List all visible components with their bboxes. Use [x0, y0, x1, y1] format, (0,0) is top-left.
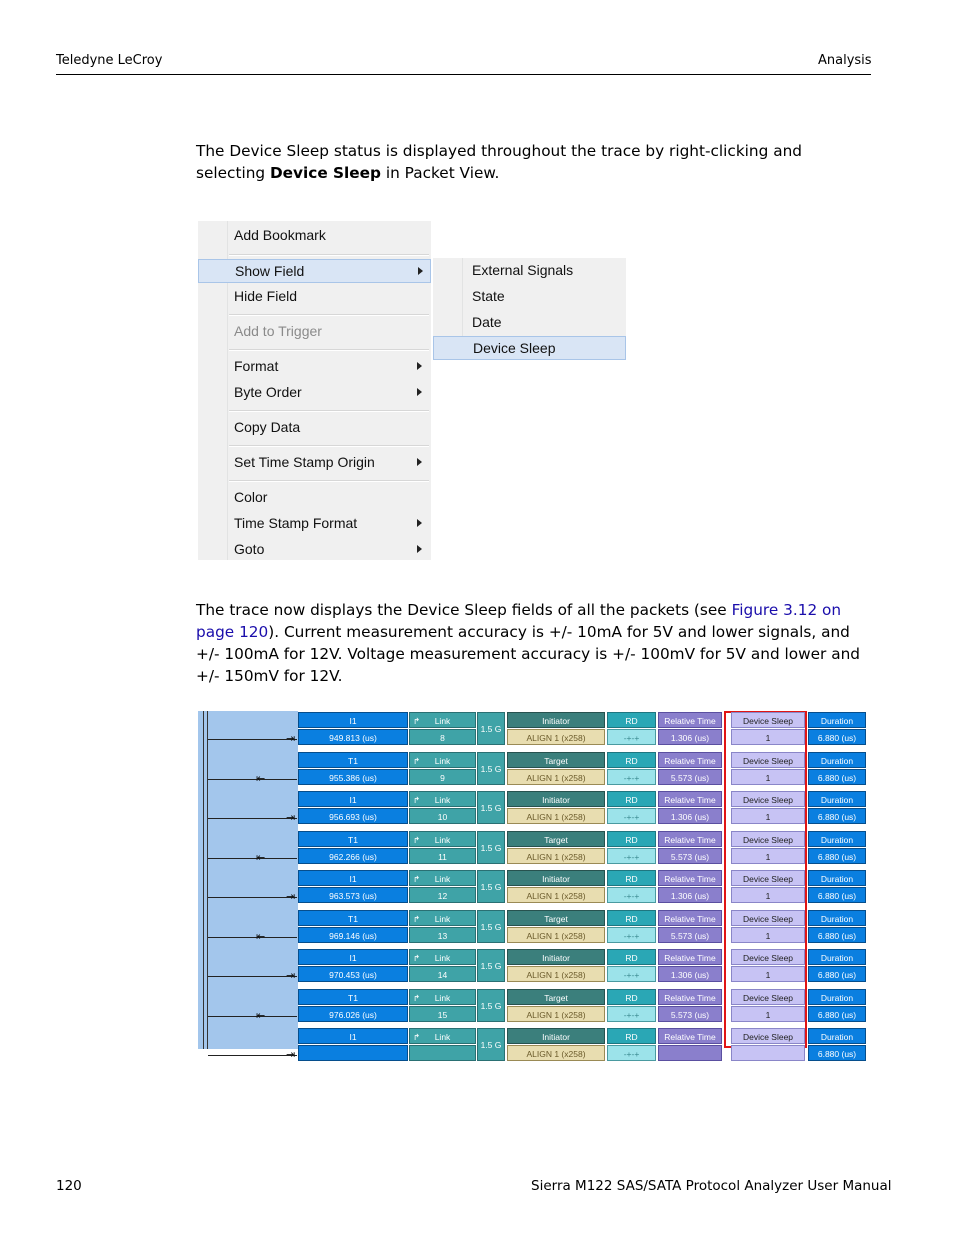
- link-label: Link: [434, 993, 451, 1003]
- direction-line: [208, 739, 297, 740]
- packet-timestamp: 956.693 (us): [298, 808, 408, 824]
- duration-header: Duration: [808, 870, 866, 886]
- rd-value: -+-+: [607, 927, 656, 943]
- duration-value: 6.880 (us): [808, 966, 866, 982]
- submenu-item-label: External Signals: [472, 262, 574, 278]
- submenu-item-label: State: [472, 288, 505, 304]
- packet-direction: T1: [298, 752, 408, 768]
- relative-time-header: Relative Time: [658, 831, 722, 847]
- relative-time-value: 1.306 (us): [658, 808, 722, 824]
- packet-direction: I1: [298, 712, 408, 728]
- menu-separator: [229, 255, 429, 256]
- intro-paragraph: [196, 140, 864, 184]
- primitive-value: ALIGN 1 (x258): [507, 887, 605, 903]
- menu-item-label: Format: [234, 358, 279, 374]
- device-sleep-value: 1: [731, 729, 805, 745]
- device-sleep-value: 1: [731, 769, 805, 785]
- duration-value: 6.880 (us): [808, 769, 866, 785]
- rd-value: -+-+: [607, 729, 656, 745]
- menu-item-format[interactable]: [198, 355, 431, 379]
- role-header: Target: [507, 910, 605, 926]
- relative-time-value: 1.306 (us): [658, 887, 722, 903]
- role-header: Initiator: [507, 1028, 605, 1044]
- submenu-item-date[interactable]: [433, 311, 626, 335]
- menu-item-label: Color: [234, 489, 268, 505]
- link-label: Link: [434, 835, 451, 845]
- link-icon: ↱: [413, 874, 421, 884]
- primitive-value: ALIGN 1 (x258): [507, 848, 605, 864]
- link-number: 15: [409, 1006, 476, 1022]
- menu-item-hide-field[interactable]: [198, 285, 431, 309]
- relative-time-header: Relative Time: [658, 752, 722, 768]
- link-label: Link: [434, 795, 451, 805]
- device-sleep-header: Device Sleep: [731, 910, 805, 926]
- relative-time-value: 5.573 (us): [658, 848, 722, 864]
- device-sleep-value: 1: [731, 1006, 805, 1022]
- arrow-left-icon: ⇤: [256, 1010, 266, 1022]
- link-speed: 1.5 G: [477, 791, 505, 824]
- show-field-submenu: [433, 258, 626, 360]
- duration-value: 6.880 (us): [808, 887, 866, 903]
- menu-item-label: Byte Order: [234, 384, 302, 400]
- submenu-arrow-icon: [417, 362, 422, 370]
- arrow-right-icon: ⇥: [286, 970, 296, 982]
- rd-value: -+-+: [607, 769, 656, 785]
- device-sleep-header: Device Sleep: [731, 831, 805, 847]
- duration-value: 6.880 (us): [808, 808, 866, 824]
- submenu-item-device-sleep[interactable]: [433, 336, 626, 360]
- role-header: Target: [507, 831, 605, 847]
- link-label: Link: [434, 953, 451, 963]
- packet-timestamp: 949.813 (us): [298, 729, 408, 745]
- trace-text-end: ). Current measurement accuracy is +/- 10mA for 5V and lower signals, and +/- 100mA for 12V. Voltage measurement accuracy is +/- 100mV for 5V and lower and +/- 150mV for 12V.: [196, 623, 860, 685]
- rd-value: -+-+: [607, 887, 656, 903]
- menu-item-label: Goto: [234, 541, 265, 557]
- link-icon: ↱: [413, 835, 421, 845]
- menu-item-label: Hide Field: [234, 288, 298, 304]
- submenu-item-label: Device Sleep: [473, 340, 556, 356]
- running-header-left: Teledyne LeCroy: [56, 53, 163, 68]
- rd-value: -+-+: [607, 808, 656, 824]
- duration-value: 6.880 (us): [808, 729, 866, 745]
- primitive-value: ALIGN 1 (x258): [507, 927, 605, 943]
- relative-time-value: 5.573 (us): [658, 1006, 722, 1022]
- relative-time-header: Relative Time: [658, 949, 722, 965]
- relative-time-header: Relative Time: [658, 989, 722, 1005]
- direction-line: [208, 976, 297, 977]
- packet-direction: I1: [298, 870, 408, 886]
- submenu-item-external-signals[interactable]: [433, 259, 626, 283]
- duration-header: Duration: [808, 910, 866, 926]
- menu-item-label: Show Field: [235, 263, 305, 279]
- menu-item-goto[interactable]: [198, 538, 431, 562]
- link-number: [409, 1045, 476, 1061]
- packet-timestamp: [298, 1045, 408, 1061]
- device-sleep-value: 1: [731, 848, 805, 864]
- rd-header: RD: [607, 712, 656, 728]
- relative-time-value: 1.306 (us): [658, 729, 722, 745]
- link-header: [409, 949, 476, 965]
- rd-header: RD: [607, 989, 656, 1005]
- link-speed: 1.5 G: [477, 989, 505, 1022]
- link-speed: 1.5 G: [477, 712, 505, 745]
- rd-header: RD: [607, 910, 656, 926]
- duration-header: Duration: [808, 712, 866, 728]
- relative-time-header: Relative Time: [658, 791, 722, 807]
- duration-value: 6.880 (us): [808, 1045, 866, 1061]
- link-label: Link: [434, 1032, 451, 1042]
- submenu-arrow-icon: [417, 545, 422, 553]
- direction-line: [208, 897, 297, 898]
- primitive-value: ALIGN 1 (x258): [507, 1045, 605, 1061]
- trace-view: [198, 711, 867, 1061]
- menu-separator: [229, 315, 429, 316]
- primitive-value: ALIGN 1 (x258): [507, 769, 605, 785]
- submenu-arrow-icon: [418, 267, 423, 275]
- direction-line: [208, 818, 297, 819]
- intro-bold: Device Sleep: [269, 164, 381, 182]
- rd-header: RD: [607, 949, 656, 965]
- role-header: Initiator: [507, 870, 605, 886]
- trace-paragraph: [196, 599, 864, 687]
- device-sleep-header: Device Sleep: [731, 791, 805, 807]
- link-number: 14: [409, 966, 476, 982]
- direction-line: [208, 1055, 297, 1056]
- link-icon: ↱: [413, 795, 421, 805]
- link-icon: ↱: [413, 953, 421, 963]
- duration-header: Duration: [808, 831, 866, 847]
- device-sleep-header: Device Sleep: [731, 712, 805, 728]
- packet-direction: T1: [298, 910, 408, 926]
- running-header-right: Analysis: [818, 53, 872, 68]
- link-speed: 1.5 G: [477, 752, 505, 785]
- packet-direction: I1: [298, 791, 408, 807]
- rd-value: -+-+: [607, 848, 656, 864]
- primitive-value: ALIGN 1 (x258): [507, 729, 605, 745]
- role-header: Initiator: [507, 791, 605, 807]
- packet-direction: T1: [298, 831, 408, 847]
- context-menu: [198, 221, 431, 560]
- role-header: Target: [507, 989, 605, 1005]
- menu-item-set-time-stamp-origin[interactable]: [198, 451, 431, 475]
- direction-line: [208, 1016, 297, 1017]
- rd-header: RD: [607, 831, 656, 847]
- role-header: Initiator: [507, 712, 605, 728]
- packet-timestamp: 963.573 (us): [298, 887, 408, 903]
- submenu-arrow-icon: [417, 458, 422, 466]
- device-sleep-value: 1: [731, 808, 805, 824]
- menu-item-add-to-trigger[interactable]: [198, 320, 431, 344]
- footer-title: Sierra M122 SAS/SATA Protocol Analyzer User Manual: [531, 1178, 892, 1194]
- link-speed: 1.5 G: [477, 870, 505, 903]
- rd-header: RD: [607, 1028, 656, 1044]
- duration-header: Duration: [808, 989, 866, 1005]
- link-header: [409, 910, 476, 926]
- menu-separator: [229, 446, 429, 447]
- device-sleep-value: 1: [731, 966, 805, 982]
- duration-header: Duration: [808, 752, 866, 768]
- direction-line: [208, 779, 297, 780]
- menu-item-label: Time Stamp Format: [234, 515, 358, 531]
- packet-timestamp: 955.386 (us): [298, 769, 408, 785]
- link-speed: 1.5 G: [477, 831, 505, 864]
- duration-value: 6.880 (us): [808, 927, 866, 943]
- duration-header: Duration: [808, 949, 866, 965]
- link-header: [409, 831, 476, 847]
- direction-line: [208, 937, 297, 938]
- duration-header: Duration: [808, 791, 866, 807]
- link-header: [409, 791, 476, 807]
- relative-time-header: Relative Time: [658, 1028, 722, 1044]
- link-label: Link: [434, 756, 451, 766]
- link-label: Link: [434, 716, 451, 726]
- link-header: [409, 712, 476, 728]
- role-header: Initiator: [507, 949, 605, 965]
- link-header: [409, 1028, 476, 1044]
- relative-time-header: Relative Time: [658, 910, 722, 926]
- arrow-right-icon: ⇥: [286, 1049, 296, 1061]
- packet-direction: I1: [298, 949, 408, 965]
- primitive-value: ALIGN 1 (x258): [507, 1006, 605, 1022]
- arrow-left-icon: ⇤: [256, 852, 266, 864]
- submenu-item-label: Date: [472, 314, 502, 330]
- device-sleep-header: Device Sleep: [731, 949, 805, 965]
- arrow-left-icon: ⇤: [256, 931, 266, 943]
- primitive-value: ALIGN 1 (x258): [507, 808, 605, 824]
- link-speed: 1.5 G: [477, 1028, 505, 1061]
- device-sleep-header: Device Sleep: [731, 752, 805, 768]
- page-number: 120: [56, 1178, 82, 1194]
- packet-direction: T1: [298, 989, 408, 1005]
- link-number: 10: [409, 808, 476, 824]
- menu-item-label: Add to Trigger: [234, 323, 322, 339]
- header-rule: [56, 74, 871, 75]
- packet-timestamp: 962.266 (us): [298, 848, 408, 864]
- relative-time-value: 5.573 (us): [658, 769, 722, 785]
- link-label: Link: [434, 874, 451, 884]
- arrow-left-icon: ⇤: [256, 773, 266, 785]
- submenu-arrow-icon: [417, 519, 422, 527]
- packet-timestamp: 976.026 (us): [298, 1006, 408, 1022]
- link-number: 9: [409, 769, 476, 785]
- packet-direction: I1: [298, 1028, 408, 1044]
- arrow-right-icon: ⇥: [286, 891, 296, 903]
- menu-item-add-bookmark[interactable]: [198, 224, 431, 248]
- link-label: Link: [434, 914, 451, 924]
- submenu-item-state[interactable]: [433, 285, 626, 309]
- relative-time-value: [658, 1045, 722, 1061]
- arrow-right-icon: ⇥: [286, 733, 296, 745]
- menu-item-byte-order[interactable]: [198, 381, 431, 405]
- duration-value: 6.880 (us): [808, 1006, 866, 1022]
- packet-timestamp: 970.453 (us): [298, 966, 408, 982]
- device-sleep-value: 1: [731, 887, 805, 903]
- device-sleep-header: Device Sleep: [731, 989, 805, 1005]
- intro-text-end: in Packet View.: [380, 164, 500, 182]
- direction-line: [208, 858, 297, 859]
- duration-value: 6.880 (us): [808, 848, 866, 864]
- rd-value: -+-+: [607, 1045, 656, 1061]
- relative-time-value: 5.573 (us): [658, 927, 722, 943]
- lane-line: [203, 711, 204, 1049]
- link-speed: 1.5 G: [477, 949, 505, 982]
- menu-item-time-stamp-format[interactable]: [198, 512, 431, 536]
- trace-text: The trace now displays the Device Sleep fields of all the packets (see: [196, 601, 732, 619]
- link-icon: ↱: [413, 756, 421, 766]
- menu-separator: [229, 411, 429, 412]
- link-header: [409, 752, 476, 768]
- packet-timestamp: 969.146 (us): [298, 927, 408, 943]
- lane-panel: [198, 711, 298, 1049]
- link-icon: ↱: [413, 914, 421, 924]
- menu-separator: [229, 481, 429, 482]
- menu-separator: [229, 350, 429, 351]
- device-sleep-value: [731, 1045, 805, 1061]
- link-icon: ↱: [413, 716, 421, 726]
- link-number: 11: [409, 848, 476, 864]
- rd-header: RD: [607, 791, 656, 807]
- link-speed: 1.5 G: [477, 910, 505, 943]
- rd-header: RD: [607, 870, 656, 886]
- relative-time-value: 1.306 (us): [658, 966, 722, 982]
- link-icon: ↱: [413, 1032, 421, 1042]
- duration-header: Duration: [808, 1028, 866, 1044]
- menu-item-label: Set Time Stamp Origin: [234, 454, 375, 470]
- role-header: Target: [507, 752, 605, 768]
- link-header: [409, 870, 476, 886]
- lane-line: [207, 711, 208, 1049]
- link-number: 8: [409, 729, 476, 745]
- menu-item-color[interactable]: [198, 486, 431, 510]
- rd-value: -+-+: [607, 966, 656, 982]
- relative-time-header: Relative Time: [658, 712, 722, 728]
- submenu-arrow-icon: [417, 388, 422, 396]
- device-sleep-value: 1: [731, 927, 805, 943]
- link-icon: ↱: [413, 993, 421, 1003]
- menu-item-label: Add Bookmark: [234, 227, 326, 243]
- menu-item-show-field[interactable]: [198, 259, 431, 283]
- primitive-value: ALIGN 1 (x258): [507, 966, 605, 982]
- link-header: [409, 989, 476, 1005]
- rd-header: RD: [607, 752, 656, 768]
- menu-item-copy-data[interactable]: [198, 416, 431, 440]
- link-number: 12: [409, 887, 476, 903]
- intro-text: The Device Sleep status is displayed throughout the trace by right-clicking and selecting: [196, 142, 802, 182]
- figure-link[interactable]: Figure 3.12 on page 120: [196, 601, 842, 641]
- relative-time-header: Relative Time: [658, 870, 722, 886]
- menu-item-label: Copy Data: [234, 419, 301, 435]
- rd-value: -+-+: [607, 1006, 656, 1022]
- arrow-right-icon: ⇥: [286, 812, 296, 824]
- link-number: 13: [409, 927, 476, 943]
- device-sleep-header: Device Sleep: [731, 870, 805, 886]
- device-sleep-header: Device Sleep: [731, 1028, 805, 1044]
